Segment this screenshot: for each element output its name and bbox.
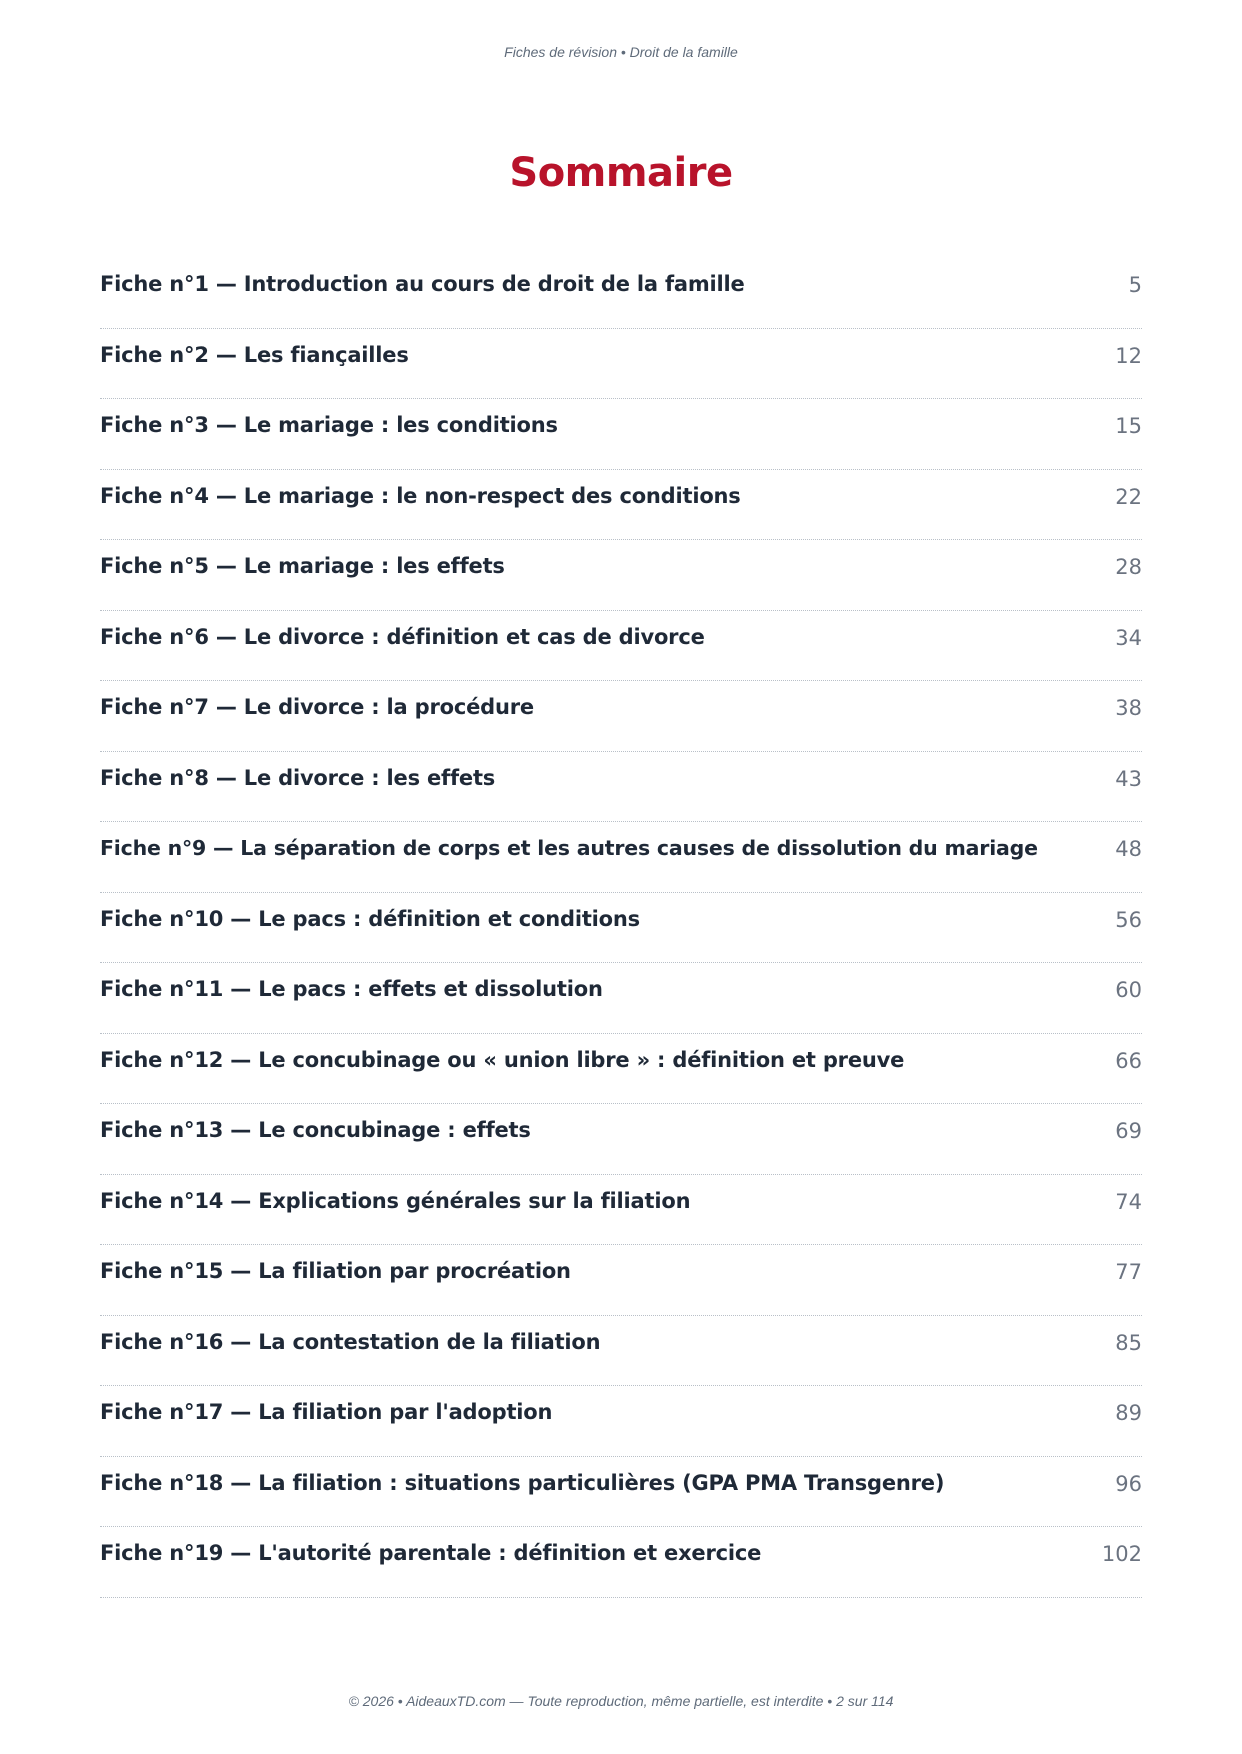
toc-entry-label: Fiche n°19 — L'autorité parentale : définition et exercice xyxy=(100,1541,762,1565)
table-of-contents xyxy=(100,258,1142,1598)
toc-entry-page: 22 xyxy=(1115,484,1142,509)
toc-entry-label: Fiche n°13 — Le concubinage : effets xyxy=(100,1118,531,1142)
toc-entry-2[interactable] xyxy=(100,329,1142,400)
toc-entry-page: 60 xyxy=(1115,978,1142,1002)
toc-entry-page: 66 xyxy=(1115,1048,1142,1073)
toc-entry-4[interactable] xyxy=(100,470,1142,541)
toc-entry-label: Fiche n°14 — Explications générales sur la filiation xyxy=(100,1188,691,1213)
toc-entry-label: Fiche n°18 — La filiation : situations particulières (GPA PMA Transgenre) xyxy=(100,1470,945,1495)
toc-entry-label: Fiche n°17 — La filiation par l'adoption xyxy=(100,1400,553,1424)
toc-entry-page: 48 xyxy=(1115,837,1142,861)
toc-entry-label: Fiche n°8 — Le divorce : les effets xyxy=(100,765,496,790)
toc-entry-label: Fiche n°6 — Le divorce : définition et cas de divorce xyxy=(100,624,705,649)
toc-entry-label: Fiche n°1 — Introduction au cours de droit de la famille xyxy=(100,272,745,296)
toc-entry-label: Fiche n°16 — La contestation de la filiation xyxy=(100,1329,601,1354)
toc-entry-label: Fiche n°9 — La séparation de corps et les autres causes de dissolution du mariage xyxy=(100,836,1038,860)
toc-entry-12[interactable] xyxy=(100,1034,1142,1105)
toc-entry-19[interactable] xyxy=(100,1527,1142,1598)
toc-entry-9[interactable] xyxy=(100,822,1142,893)
running-header: Fiches de révision • Droit de la famille xyxy=(504,44,738,60)
toc-entry-7[interactable] xyxy=(100,681,1142,752)
toc-entry-page: 85 xyxy=(1115,1330,1142,1355)
toc-entry-label: Fiche n°7 — Le divorce : la procédure xyxy=(100,695,534,719)
toc-entry-page: 34 xyxy=(1115,625,1142,650)
toc-entry-5[interactable] xyxy=(100,540,1142,611)
toc-entry-page: 15 xyxy=(1115,414,1142,438)
toc-entry-page: 28 xyxy=(1115,555,1142,579)
toc-entry-11[interactable] xyxy=(100,963,1142,1034)
toc-entry-label: Fiche n°15 — La filiation par procréation xyxy=(100,1259,571,1283)
toc-entry-1[interactable] xyxy=(100,258,1142,329)
toc-entry-8[interactable] xyxy=(100,752,1142,823)
toc-entry-13[interactable] xyxy=(100,1104,1142,1175)
toc-entry-label: Fiche n°5 — Le mariage : les effets xyxy=(100,554,505,578)
toc-entry-page: 102 xyxy=(1101,1542,1142,1566)
toc-entry-10[interactable] xyxy=(100,893,1142,964)
toc-entry-page: 74 xyxy=(1115,1189,1142,1214)
toc-entry-15[interactable] xyxy=(100,1245,1142,1316)
toc-entry-page: 69 xyxy=(1115,1119,1142,1143)
page-title: Sommaire xyxy=(509,150,733,196)
toc-entry-page: 38 xyxy=(1115,696,1142,720)
toc-entry-label: Fiche n°2 — Les fiançailles xyxy=(100,342,409,367)
toc-entry-page: 56 xyxy=(1115,907,1142,932)
toc-entry-page: 77 xyxy=(1115,1260,1142,1284)
toc-entry-label: Fiche n°10 — Le pacs : définition et conditions xyxy=(100,906,640,931)
toc-entry-17[interactable] xyxy=(100,1386,1142,1457)
toc-entry-page: 43 xyxy=(1115,766,1142,791)
toc-entry-label: Fiche n°12 — Le concubinage ou « union libre » : définition et preuve xyxy=(100,1047,905,1072)
toc-entry-3[interactable] xyxy=(100,399,1142,470)
toc-entry-16[interactable] xyxy=(100,1316,1142,1387)
toc-entry-page: 5 xyxy=(1128,273,1142,297)
toc-entry-page: 12 xyxy=(1115,343,1142,368)
toc-entry-6[interactable] xyxy=(100,611,1142,682)
toc-entry-18[interactable] xyxy=(100,1457,1142,1528)
toc-entry-label: Fiche n°4 — Le mariage : le non-respect des conditions xyxy=(100,483,741,508)
toc-entry-14[interactable] xyxy=(100,1175,1142,1246)
running-footer: © 2026 • AideauxTD.com — Toute reproduction, même partielle, est interdite • 2 sur 114 xyxy=(348,1693,894,1709)
toc-entry-label: Fiche n°3 — Le mariage : les conditions xyxy=(100,413,558,437)
toc-entry-label: Fiche n°11 — Le pacs : effets et dissolution xyxy=(100,977,603,1001)
toc-entry-page: 96 xyxy=(1115,1471,1142,1496)
toc-entry-page: 89 xyxy=(1115,1401,1142,1425)
